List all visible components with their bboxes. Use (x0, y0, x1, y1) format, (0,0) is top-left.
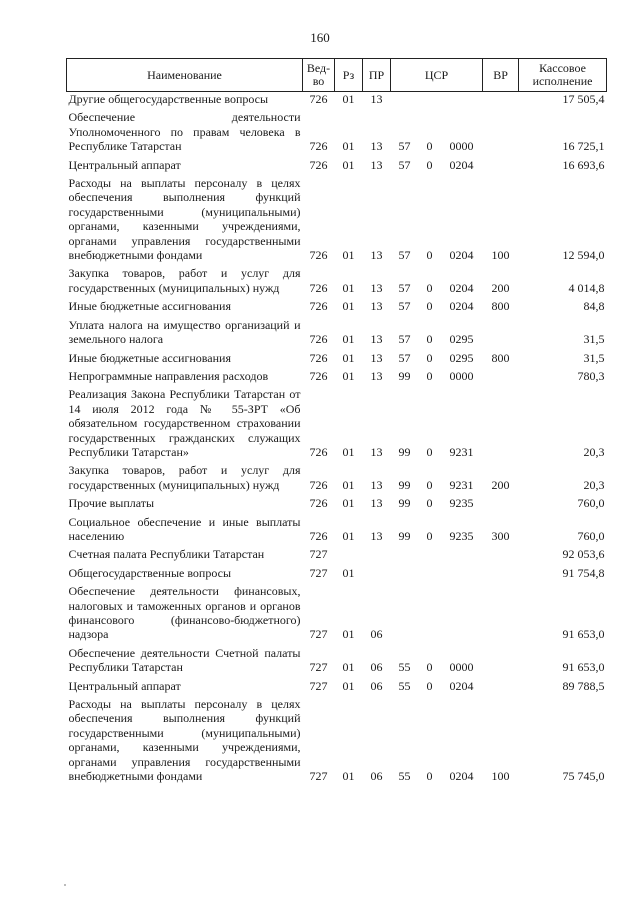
table-row (67, 92, 607, 107)
row-amount: 91 754,8 (562, 565, 605, 580)
row-name: Обеспечение деятельности Счетной палаты Республики Татарстан (68, 645, 301, 675)
row-name: Иные бюджетные ассигнования (68, 299, 231, 314)
row-name: Расходы на выплаты персоналу в целях обеспечения выполнения функций государственными (муниципальными) органами, казенными учреждениями, органами управления государственными внебюджетными фондами (68, 176, 301, 263)
row-vr (483, 492, 519, 510)
row-ved: 726 (309, 299, 328, 314)
header-csr: ЦСР (391, 59, 483, 92)
row-name: Счетная палата Республики Татарстан (68, 547, 265, 562)
header-vr: ВР (483, 59, 519, 92)
row-name: Обеспечение деятельности Уполномоченного по правам человека в Республике Татарстан (68, 110, 301, 154)
row-rz: 01 (342, 368, 355, 383)
table-row (67, 154, 607, 172)
table-row (67, 383, 607, 459)
row-pr (363, 562, 391, 580)
table-row (67, 347, 607, 365)
table-header-row (67, 59, 607, 92)
row-csr-sub (419, 562, 441, 580)
row-amount: 89 788,5 (562, 678, 605, 693)
row-csr-program (391, 543, 419, 561)
row-csr-direction (441, 562, 483, 580)
row-rz: 01 (342, 139, 355, 154)
row-rz: 01 (342, 678, 355, 693)
row-vr (483, 543, 519, 561)
row-pr: 13 (370, 92, 383, 106)
header-ved: Вед-во (303, 59, 335, 92)
row-rz: 01 (342, 565, 355, 580)
row-name: Общегосударственные вопросы (68, 565, 232, 580)
row-csr-program: 99 (398, 528, 411, 543)
row-csr-direction: 0204 (449, 678, 474, 693)
row-amount: 91 653,0 (562, 627, 605, 642)
row-name: Закупка товаров, работ и услуг для государственных (муниципальных) нужд (68, 463, 301, 492)
row-name: Закупка товаров, работ и услуг для государственных (муниципальных) нужд (68, 266, 301, 295)
row-csr-sub: 0 (426, 280, 433, 295)
row-csr-program: 99 (398, 477, 411, 492)
row-amount: 780,3 (577, 368, 605, 383)
row-csr-direction (441, 580, 483, 642)
row-csr-sub: 0 (426, 496, 433, 511)
row-csr-sub: 0 (426, 444, 433, 459)
row-ved: 727 (309, 769, 328, 784)
row-pr: 13 (370, 477, 383, 492)
row-vr: 300 (491, 528, 510, 543)
row-amount: 20,3 (583, 477, 605, 492)
row-vr (483, 154, 519, 172)
row-name: Центральный аппарат (68, 678, 181, 693)
header-pr: ПР (363, 59, 391, 92)
row-csr-direction: 9231 (449, 444, 474, 459)
row-ved: 726 (309, 477, 328, 492)
row-vr (483, 562, 519, 580)
row-amount: 31,5 (583, 350, 605, 365)
row-csr-direction: 0204 (449, 769, 474, 784)
row-csr-program: 57 (398, 157, 411, 172)
row-name: Социальное обеспечение и иные выплаты населению (68, 514, 301, 543)
header-name: Наименование (67, 59, 303, 92)
row-csr-sub (419, 92, 441, 107)
row-rz: 01 (342, 496, 355, 511)
row-amount: 91 653,0 (562, 660, 605, 675)
row-csr-program: 55 (398, 678, 411, 693)
row-vr (483, 365, 519, 383)
row-ved: 726 (309, 496, 328, 511)
row-csr-direction: 0204 (449, 280, 474, 295)
row-csr-sub: 0 (426, 368, 433, 383)
table-row (67, 295, 607, 313)
row-amount: 16 693,6 (562, 157, 605, 172)
row-ved: 727 (309, 547, 328, 562)
row-csr-sub: 0 (426, 528, 433, 543)
row-vr: 200 (491, 280, 510, 295)
row-vr (483, 92, 519, 107)
header-amount: Кассовое исполнение (519, 59, 607, 92)
row-csr-program: 99 (398, 496, 411, 511)
row-name: Другие общегосударственные вопросы (68, 92, 269, 106)
row-vr (483, 106, 519, 153)
row-ved: 726 (309, 248, 328, 263)
row-csr-sub: 0 (426, 299, 433, 314)
row-vr: 100 (491, 769, 510, 784)
row-pr: 13 (370, 280, 383, 295)
row-rz: 01 (342, 477, 355, 492)
row-csr-direction: 0295 (449, 350, 474, 365)
row-pr: 06 (370, 678, 383, 693)
row-csr-sub: 0 (426, 769, 433, 784)
row-ved: 726 (309, 368, 328, 383)
row-amount: 4 014,8 (568, 280, 605, 295)
row-ved: 726 (309, 92, 328, 106)
row-pr: 06 (370, 660, 383, 675)
row-csr-program: 57 (398, 248, 411, 263)
row-ved: 726 (309, 157, 328, 172)
row-csr-program: 57 (398, 139, 411, 154)
row-ved: 726 (309, 350, 328, 365)
table-row (67, 675, 607, 693)
row-csr-program: 99 (398, 444, 411, 459)
row-pr: 13 (370, 157, 383, 172)
row-ved: 726 (309, 332, 328, 347)
row-amount: 84,8 (583, 299, 605, 314)
budget-table (66, 58, 607, 783)
row-vr (483, 642, 519, 675)
row-csr-direction: 0204 (449, 157, 474, 172)
row-csr-sub: 0 (426, 248, 433, 263)
row-csr-direction: 0000 (449, 368, 474, 383)
row-vr: 200 (491, 477, 510, 492)
table-body (67, 92, 607, 784)
header-rz: Рз (335, 59, 363, 92)
table-row (67, 106, 607, 153)
row-name: Обеспечение деятельности финансовых, налоговых и таможенных органов и органов финансового (финансово-бюджетного) надзора (68, 584, 301, 642)
row-csr-program: 57 (398, 350, 411, 365)
row-ved: 726 (309, 139, 328, 154)
row-csr-program: 99 (398, 368, 411, 383)
row-rz: 01 (342, 769, 355, 784)
table-row (67, 172, 607, 262)
row-amount: 760,0 (577, 528, 605, 543)
row-amount: 12 594,0 (562, 248, 605, 263)
row-amount: 75 745,0 (562, 769, 605, 784)
row-name: Непрограммные направления расходов (68, 368, 269, 383)
row-vr: 100 (491, 248, 510, 263)
row-csr-program (391, 580, 419, 642)
row-rz: 01 (342, 627, 355, 642)
table-row (67, 492, 607, 510)
row-pr: 06 (370, 627, 383, 642)
row-amount: 31,5 (583, 332, 605, 347)
table-row (67, 314, 607, 347)
row-vr (483, 580, 519, 642)
page-number: 160 (310, 30, 330, 45)
row-pr: 13 (370, 248, 383, 263)
row-csr-direction: 0204 (449, 299, 474, 314)
row-name: Иные бюджетные ассигнования (68, 350, 231, 365)
row-vr (483, 314, 519, 347)
row-csr-direction: 9235 (449, 496, 474, 511)
row-pr (363, 543, 391, 561)
row-csr-sub: 0 (426, 350, 433, 365)
row-rz (335, 543, 363, 561)
row-csr-direction (441, 543, 483, 561)
row-name: Реализация Закона Республики Татарстан от 14 июля 2012 года № 55-ЗРТ «Об обязательном государственном страховании государственных гражданских служащих Республики Татарстан» (68, 387, 301, 459)
row-csr-sub: 0 (426, 660, 433, 675)
row-csr-sub (419, 543, 441, 561)
row-name: Прочие выплаты (68, 496, 155, 511)
row-rz: 01 (342, 444, 355, 459)
row-csr-program: 55 (398, 769, 411, 784)
row-name: Уплата налога на имущество организаций и земельного налога (68, 317, 301, 347)
row-name: Расходы на выплаты персоналу в целях обеспечения выполнения функций государственными (муниципальными) органами, казенными учреждениями, органами управления государственными внебюджетными фондами (68, 697, 301, 784)
row-csr-sub: 0 (426, 157, 433, 172)
row-rz: 01 (342, 280, 355, 295)
row-csr-direction: 0000 (449, 139, 474, 154)
table-row (67, 459, 607, 492)
row-csr-direction: 9231 (449, 477, 474, 492)
row-csr-program: 57 (398, 299, 411, 314)
table-row (67, 580, 607, 642)
row-vr: 800 (491, 299, 510, 314)
row-pr: 13 (370, 139, 383, 154)
table-row (67, 543, 607, 561)
row-rz: 01 (342, 332, 355, 347)
row-pr: 13 (370, 528, 383, 543)
row-vr (483, 675, 519, 693)
row-csr-sub: 0 (426, 678, 433, 693)
row-csr-direction (441, 92, 483, 107)
row-csr-program: 57 (398, 280, 411, 295)
row-pr: 06 (370, 769, 383, 784)
row-ved: 727 (309, 678, 328, 693)
row-pr: 13 (370, 332, 383, 347)
row-pr: 13 (370, 299, 383, 314)
row-csr-sub: 0 (426, 332, 433, 347)
table-row (67, 365, 607, 383)
row-csr-program (391, 92, 419, 107)
row-csr-sub (419, 580, 441, 642)
row-ved: 727 (309, 627, 328, 642)
row-ved: 726 (309, 444, 328, 459)
table-row (67, 562, 607, 580)
row-csr-sub: 0 (426, 477, 433, 492)
row-rz: 01 (342, 528, 355, 543)
row-csr-direction: 0204 (449, 248, 474, 263)
row-pr: 13 (370, 496, 383, 511)
row-amount: 16 725,1 (562, 139, 605, 154)
table-row (67, 642, 607, 675)
row-name: Центральный аппарат (68, 157, 181, 172)
table-row (67, 511, 607, 544)
table-row (67, 693, 607, 783)
row-rz: 01 (342, 299, 355, 314)
row-rz: 01 (342, 350, 355, 365)
row-csr-program: 55 (398, 660, 411, 675)
row-rz: 01 (342, 248, 355, 263)
row-rz: 01 (342, 157, 355, 172)
row-pr: 13 (370, 444, 383, 459)
row-rz: 01 (342, 660, 355, 675)
row-vr (483, 383, 519, 459)
row-ved: 727 (309, 565, 328, 580)
row-amount: 20,3 (583, 444, 605, 459)
row-csr-program (391, 562, 419, 580)
row-csr-sub: 0 (426, 139, 433, 154)
table-row (67, 262, 607, 295)
row-csr-direction: 9235 (449, 528, 474, 543)
row-csr-direction: 0000 (449, 660, 474, 675)
row-ved: 726 (309, 528, 328, 543)
row-amount: 92 053,6 (562, 547, 605, 562)
row-ved: 727 (309, 660, 328, 675)
row-pr: 13 (370, 350, 383, 365)
scan-speck (64, 884, 66, 886)
row-ved: 726 (309, 280, 328, 295)
row-amount: 760,0 (577, 496, 605, 511)
row-amount: 17 505,4 (562, 92, 605, 106)
row-vr: 800 (491, 350, 510, 365)
row-rz: 01 (342, 92, 355, 106)
row-csr-program: 57 (398, 332, 411, 347)
row-csr-direction: 0295 (449, 332, 474, 347)
row-pr: 13 (370, 368, 383, 383)
